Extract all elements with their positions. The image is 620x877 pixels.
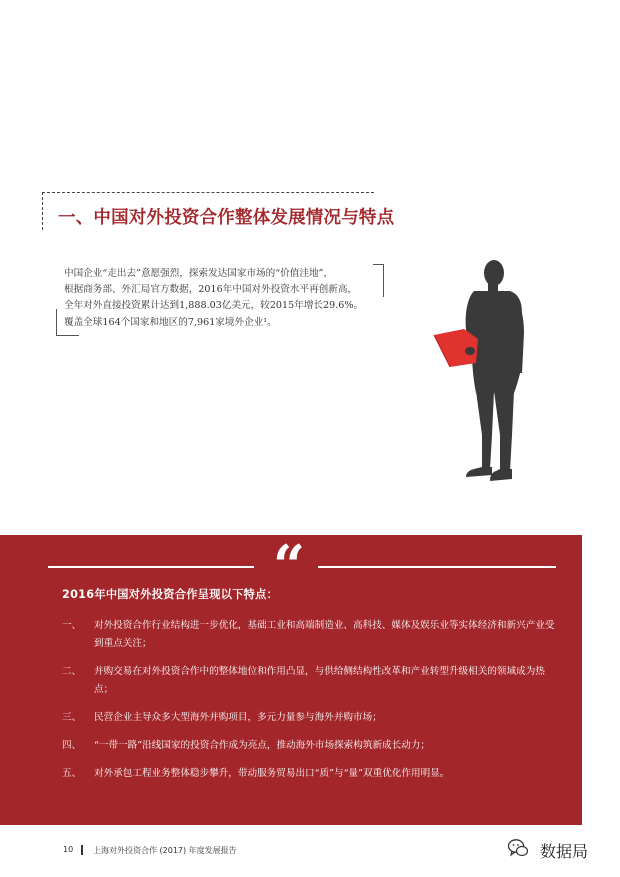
section-title: 一、中国对外投资合作整体发展情况与特点 [58,208,395,228]
feature-item [62,709,562,727]
report-name: 上海对外投资合作 (2017) 年度发展报告 [93,846,237,855]
feature-number: 一、 [62,620,82,631]
quote-mark-icon: “ [272,533,306,599]
feature-item [62,663,562,699]
feature-text: 民营企业主导众多大型海外并购项目，多元力量参与海外并购市场； [94,712,382,723]
feature-list [62,617,562,793]
intro-line: 覆盖全球164个国家和地区的7,961家境外企业¹。 [64,316,277,328]
title-top-dashed-line [42,192,374,193]
feature-number: 二、 [62,666,82,677]
feature-text: 并购交易在对外投资合作中的整体地位和作用凸显，与供给侧结构性改革和产业转型升级相关的领域成为热点； [94,666,545,695]
feature-item [62,737,562,755]
feature-number: 三、 [62,712,82,723]
feature-item [62,617,562,653]
intro-line: 全年对外直接投资累计达到1,888.03亿美元，较2015年增长29.6%。 [64,300,364,312]
feature-number: 五、 [62,768,82,779]
feature-text: “一带一路”沿线国家的投资合作成为亮点，推动海外市场探索构筑新成长动力； [94,740,430,751]
feature-text: 对外投资合作行业结构进一步优化，基础工业和高端制造业、高科技、媒体及娱乐业等实体经济和新兴产业受到重点关注； [94,620,555,649]
intro-line: 中国企业“走出去”意愿强烈，探索发达国家市场的“价值洼地”， [64,268,334,279]
title-left-dashed-line [42,192,43,230]
feature-item [62,765,562,783]
quote-divider-left [48,566,254,568]
page-number: 10 [63,845,74,854]
intro-paragraph [64,266,380,331]
feature-number: 四、 [62,740,82,751]
footer-separator [81,845,83,855]
feature-text: 对外承包工程业务整体稳步攀升，带动服务贸易出口“质”与“量”双重优化作用明显。 [94,768,450,779]
features-panel [0,535,582,825]
brand-name: 数据局 [540,842,589,861]
page-footer [0,825,620,877]
wechat-logo-icon [507,837,529,859]
businessman-silhouette [430,255,530,487]
intro-line: 根据商务部、外汇局官方数据，2016年中国对外投资水平再创新高， [64,284,358,296]
intro-box [56,264,384,336]
quote-divider-right [318,566,556,568]
section-title-box [42,192,395,242]
features-heading: 2016年中国对外投资合作呈现以下特点： [62,588,279,601]
